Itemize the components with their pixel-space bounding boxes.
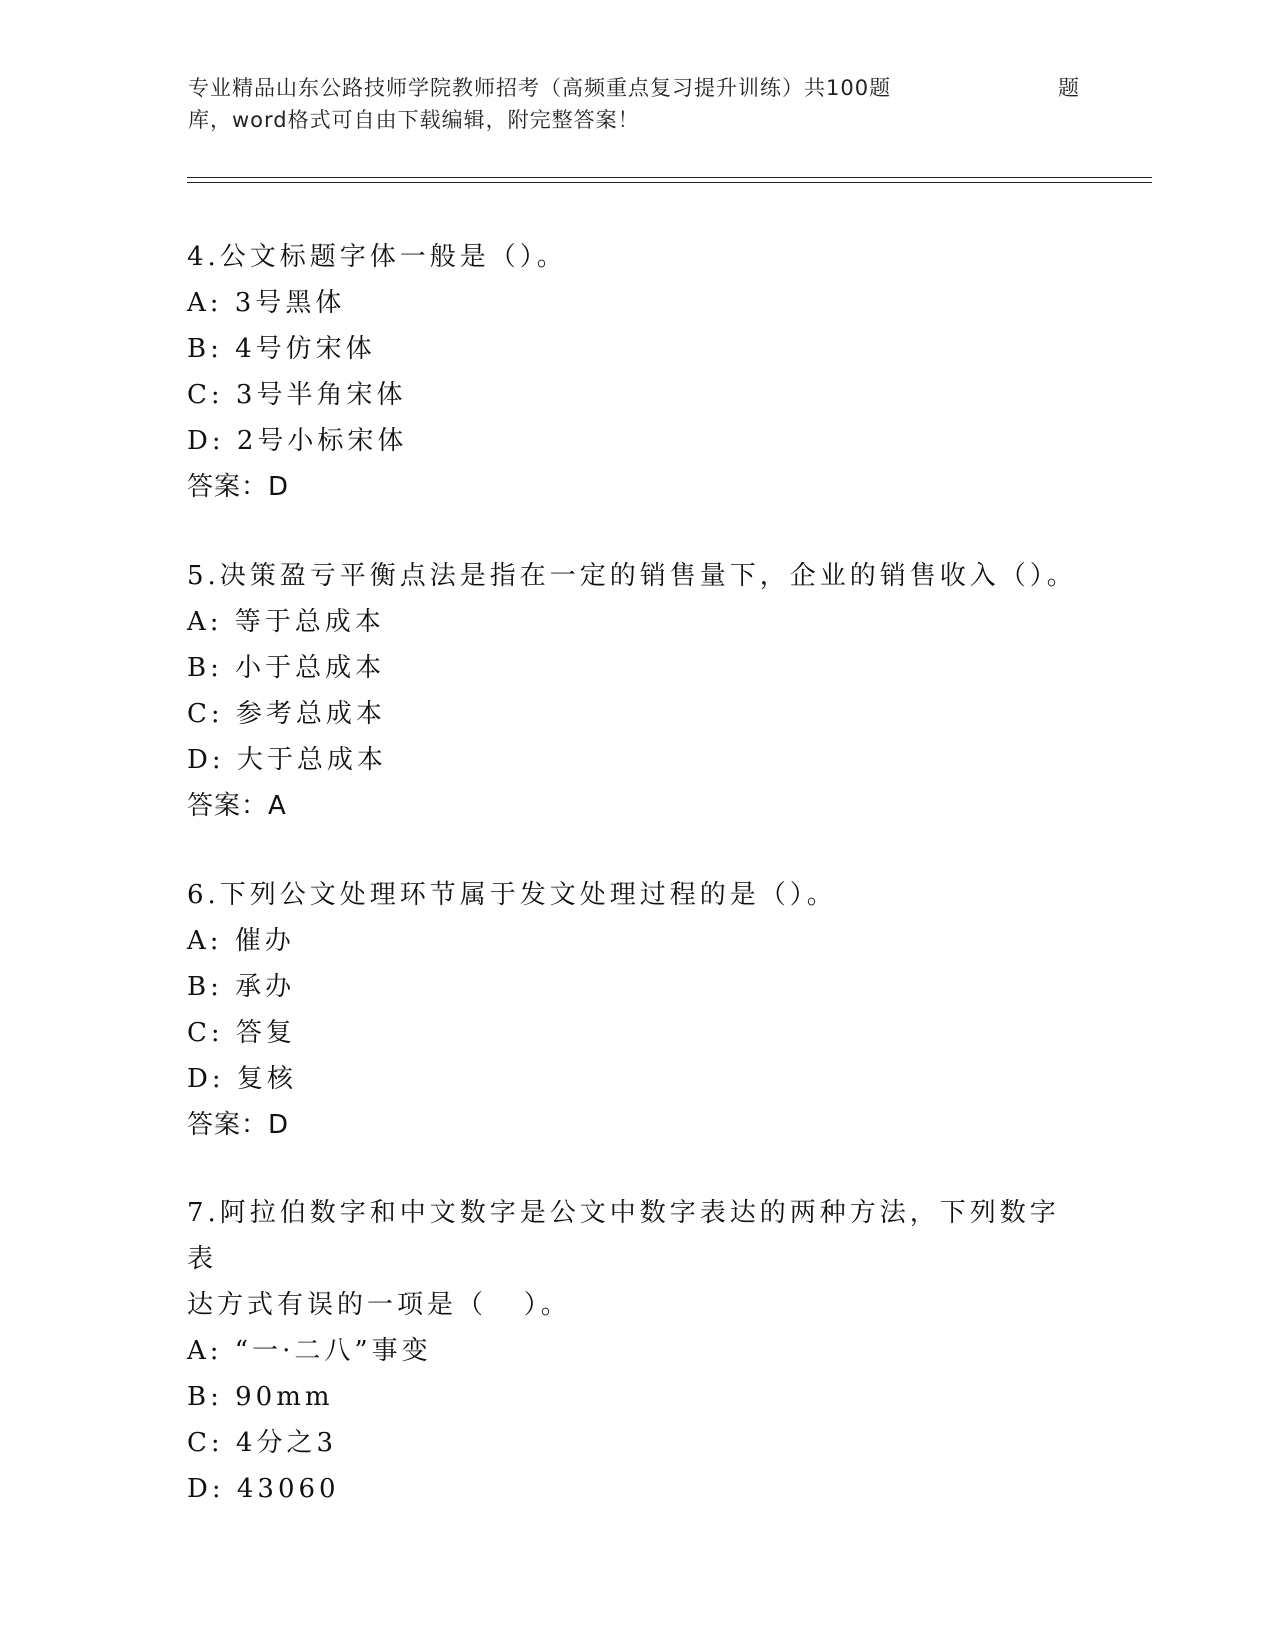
header-line-2: 库，word格式可自由下载编辑，附完整答案！ bbox=[188, 108, 640, 132]
question-title-line-1: 7.阿拉伯数字和中文数字是公文中数字表达的两种方法，下列数字表 bbox=[187, 1198, 1060, 1274]
option-b: B: 4号仿宋体 bbox=[187, 334, 376, 364]
answer-line: 答案：D bbox=[187, 1110, 290, 1140]
question-5 bbox=[187, 553, 1087, 829]
question-title: 6.下列公文处理环节属于发文处理过程的是（）。 bbox=[187, 880, 837, 910]
document-header bbox=[188, 72, 1088, 136]
answer-line: 答案：A bbox=[187, 791, 287, 821]
header-line-1 bbox=[188, 72, 1088, 104]
option-c: C: 4分之3 bbox=[187, 1428, 338, 1458]
option-c: C: 3号半角宋体 bbox=[187, 380, 407, 410]
question-title-line-2: 达方式有误的一项是（ ）。 bbox=[187, 1290, 571, 1320]
option-d: D: 大于总成本 bbox=[187, 745, 387, 775]
option-b: B: 承办 bbox=[187, 972, 296, 1002]
option-a: A: 等于总成本 bbox=[187, 607, 385, 637]
question-7 bbox=[187, 1190, 1087, 1512]
answer-line: 答案：D bbox=[187, 472, 290, 502]
header-title-text: 专业精品山东公路技师学院教师招考（高频重点复习提升训练）共100题 bbox=[188, 76, 892, 100]
option-d: D: 43060 bbox=[187, 1474, 340, 1504]
option-d: D: 复核 bbox=[187, 1064, 297, 1094]
header-title-trail: 题 bbox=[1058, 76, 1080, 100]
option-a: A: “一·二八”事变 bbox=[187, 1336, 432, 1366]
header-divider-bottom bbox=[187, 182, 1152, 183]
option-b: B: 90mm bbox=[187, 1382, 334, 1412]
option-a: A: 3号黑体 bbox=[187, 288, 346, 318]
question-4 bbox=[187, 234, 1087, 510]
option-c: C: 答复 bbox=[187, 1018, 296, 1048]
option-b: B: 小于总成本 bbox=[187, 653, 386, 683]
option-d: D: 2号小标宋体 bbox=[187, 426, 408, 456]
header-divider-top bbox=[187, 177, 1152, 178]
question-title: 5.决策盈亏平衡点法是指在一定的销售量下，企业的销售收入（）。 bbox=[187, 561, 1077, 591]
option-a: A: 催办 bbox=[187, 926, 295, 956]
option-c: C: 参考总成本 bbox=[187, 699, 386, 729]
question-6 bbox=[187, 872, 1087, 1148]
question-title: 4.公文标题字体一般是（）。 bbox=[187, 242, 567, 272]
